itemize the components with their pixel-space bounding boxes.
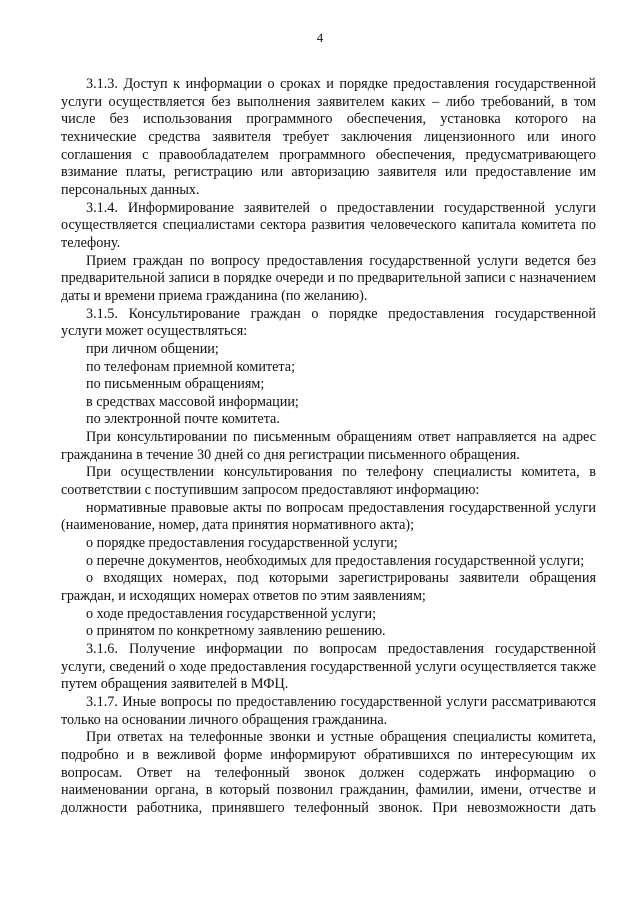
list-item: о ходе предоставления государственной услуги; bbox=[86, 605, 377, 622]
list-item: о порядке предоставления государственной услуги; bbox=[86, 535, 398, 552]
paragraph: о входящих номерах, под которыми зарегистрированы заявители обращения граждан, и исходящих номерах ответов по этим заявлениям; bbox=[61, 570, 596, 605]
list-item: в средствах массовой информации; bbox=[86, 393, 299, 410]
paragraph: При ответах на телефонные звонки и устные обращения специалисты комитета, подробно и в вежливой форме информируют обратившихся по интересующим их вопросам. Ответ на телефонный звонок должен содержать информацию о наименовании органа, в который позвонил гражданин, фамилии, имени, отчестве и должности работника, принявшего телефонный звонок. При невозможности дать bbox=[61, 729, 596, 816]
paragraph: При осуществлении консультирования по телефону специалисты комитета, в соответствии с поступившим запросом предоставляют информацию: bbox=[61, 464, 596, 499]
paragraph: 3.1.3. Доступ к информации о сроках и порядке предоставления государственной услуги осуществляется без выполнения заявителем каких – либо требований, в том числе без использования программного обеспечения, установка которого на технические средства заявителя требует заключения лицензионного или иного соглашения с правообладателем программного обеспечения, предусматривающего взимание платы, регистрацию или авторизацию заявителя или предоставление им персональных данных. bbox=[61, 76, 596, 198]
paragraph: Прием граждан по вопросу предоставления государственной услуги ведется без предварительной записи в порядке очереди и по предварительной записи с назначением даты и времени приема гражданина (по желанию). bbox=[61, 252, 596, 304]
page-number: 4 bbox=[316, 30, 324, 45]
paragraph: 3.1.7. Иные вопросы по предоставлению государственной услуги рассматриваются только на основании личного обращения гражданина. bbox=[61, 693, 596, 728]
paragraph: о перечне документов, необходимых для предоставления государственной услуги; bbox=[86, 552, 585, 569]
list-item: по телефонам приемной комитета; bbox=[86, 358, 296, 375]
list-item: по письменным обращениям; bbox=[86, 376, 265, 393]
paragraph: 3.1.4. Информирование заявителей о предоставлении государственной услуги осуществляется специалистами сектора развития человеческого капитала комитета по телефону. bbox=[61, 199, 596, 251]
list-item: по электронной почте комитета. bbox=[86, 411, 280, 428]
paragraph: 3.1.6. Получение информации по вопросам предоставления государственной услуги, сведений о ходе предоставления государственной услуги осуществляется также путем обращения заявителей в МФЦ. bbox=[61, 641, 596, 693]
paragraph: При консультировании по письменным обращениям ответ направляется на адрес гражданина в течение 30 дней со дня регистрации письменного обращения. bbox=[61, 429, 596, 463]
paragraph: 3.1.5. Консультирование граждан о порядке предоставления государственной услуги может осуществляться: bbox=[61, 305, 596, 340]
document-body bbox=[61, 76, 596, 818]
list-item: о принятом по конкретному заявлению решению. bbox=[86, 623, 386, 640]
list-item: при личном общении; bbox=[86, 340, 219, 357]
paragraph: нормативные правовые акты по вопросам предоставления государственной услуги (наименование, номер, дата принятия нормативного акта); bbox=[61, 499, 596, 534]
